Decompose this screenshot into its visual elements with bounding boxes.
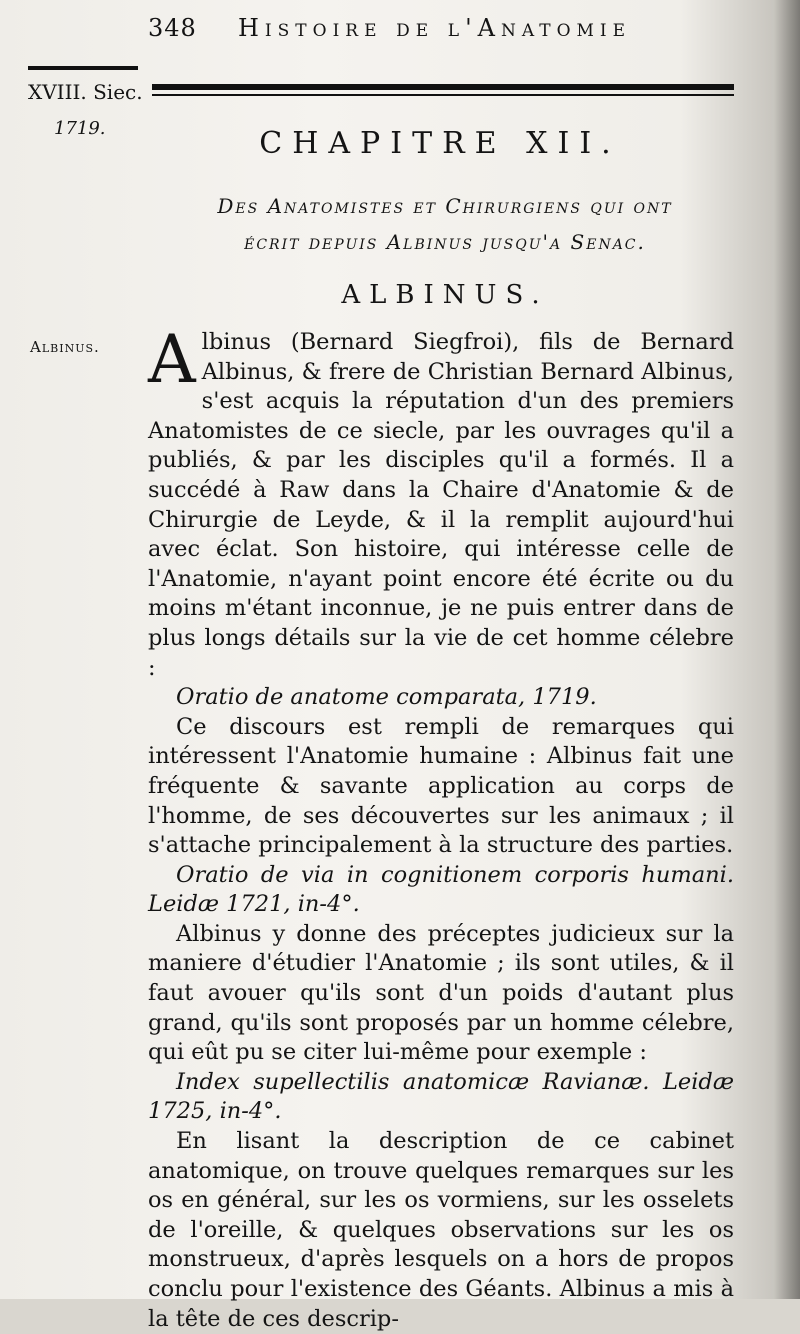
- citation-3: Index supellectilis anatomicæ Ravianæ. Leidæ 1725, in-4°.: [148, 1068, 734, 1125]
- drop-cap: A: [148, 321, 196, 398]
- header-rule-short: [28, 66, 138, 70]
- citation-2: Oratio de via in cognitionem corporis humani. Leidæ 1721, in-4°.: [148, 861, 734, 918]
- chapter-subtitle-line2: écrit depuis Albinus jusqu'a Senac.: [244, 230, 646, 254]
- paragraph-2: Ce discours est rempli de remarques qui intéressent l'Anatomie humaine : Albinus fait une fréquente & savante application au corps de l'homme, de ses découvertes sur les animaux ; il s'attache principalement à la structure des parties.: [148, 713, 734, 859]
- paragraph-4: En lisant la description de ce cabinet anatomique, on trouve quelques remarques sur les os en général, sur les os vormiens, sur les osselets de l'oreille, & quelques observations sur les os monstrueux, d'après lesquels on a hors de propos conclu pour l'existence des Géants. Albinus a mis à la tête de ces descrip-: [148, 1128, 734, 1332]
- margin-name: Albinus.: [30, 338, 100, 356]
- chapter-subtitle: [150, 188, 740, 260]
- chapter-subtitle-line1: Des Anatomistes et Chirurgiens qui ont: [217, 194, 673, 218]
- margin-year: 1719.: [54, 118, 106, 139]
- chapter-title: CHAPITRE XII.: [259, 126, 621, 161]
- page-edge-shadow: [774, 0, 800, 1299]
- paragraph-1: [148, 321, 734, 683]
- header-rule-thick: [152, 84, 734, 90]
- page-number: 348: [148, 14, 197, 42]
- paragraph-1-text: lbinus (Bernard Siegfroi), fils de Bernard Albinus, & frere de Christian Bernard Albinus, s'est acquis la réputation d'un des premiers Anatomistes de ce siecle, par les ouvrages qu'il a publiés, & par les disciples qu'il a formés. Il a succédé à Raw dans la Chaire d'Anatomie & de Chirurgie de Leyde, & il la remplit aujourd'hui avec éclat. Son histoire, qui intéresse celle de l'Anatomie, n'ayant point encore été écrite ou du moins m'étant inconnue, je ne puis entrer dans de plus longs détails sur la vie de cet homme célebre :: [148, 329, 734, 681]
- margin-century: XVIII. Siec.: [28, 80, 143, 104]
- section-title: ALBINUS.: [341, 280, 549, 310]
- body-text: [148, 321, 734, 1334]
- citation-1: Oratio de anatome comparata, 1719.: [176, 684, 597, 711]
- running-title: Histoire de l'Anatomie: [238, 14, 632, 42]
- paragraph-3: Albinus y donne des préceptes judicieux sur la maniere d'étudier l'Anatomie ; ils sont utiles, & il faut avouer qu'ils sont d'un poids d'autant plus grand, qu'ils sont proposés par un homme célebre, qui eût pu se citer lui-même pour exemple :: [148, 920, 734, 1066]
- header-rule-thin: [152, 94, 734, 96]
